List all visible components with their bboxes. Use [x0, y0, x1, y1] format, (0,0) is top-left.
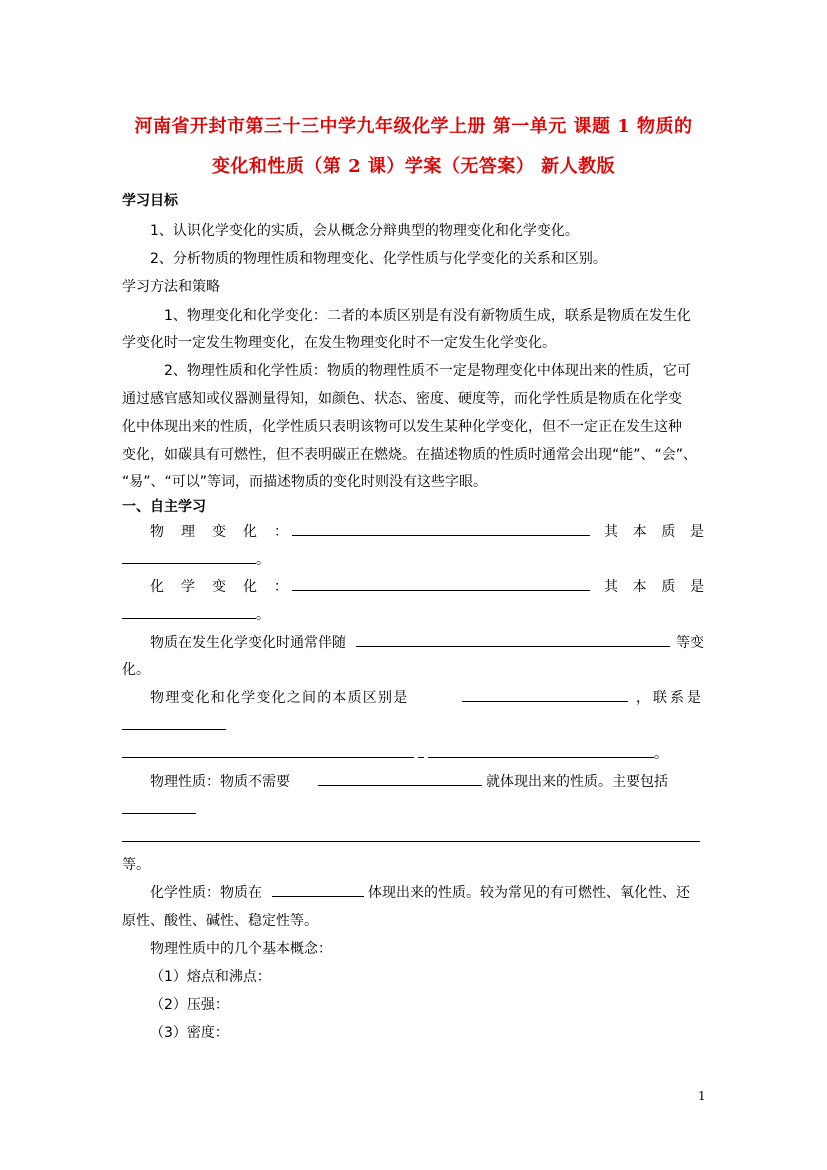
chem-change-essence-blank[interactable]: 。 [122, 606, 270, 624]
chem-change-label: 化 学 变 化 ： [150, 579, 288, 595]
concept-item-density: （3）密度： [150, 1025, 229, 1041]
phys-prop-prompt: 物理性质：物质不需要 [150, 774, 290, 790]
accompany-blank[interactable] [356, 634, 670, 652]
methods-paragraph-1-line-1: 1、物理变化和化学变化：二者的本质区别是有没有新物质生成，联系是物质在发生化 [164, 308, 691, 324]
phys-prop-end: 等。 [122, 857, 150, 873]
accompany-prompt: 物质在发生化学变化时通常伴随 [150, 635, 346, 651]
phys-prop-blank[interactable] [318, 773, 482, 791]
methods-paragraph-2-line-1: 2、物理性质和化学性质：物质的物理性质不一定是物理变化中体现出来的性质，它可 [164, 363, 691, 379]
phys-change-essence-blank[interactable]: 。 [122, 551, 270, 569]
phys-change-label: 物 理 变 化 ： [150, 524, 288, 540]
difference-prompt: 物理变化和化学变化之间的本质区别是 [150, 690, 409, 706]
phys-prop-blank-2[interactable] [122, 801, 196, 819]
concept-item-pressure: （2）压强： [150, 997, 229, 1013]
phys-prop-tail: 就体现出来的性质。主要包括 [486, 774, 668, 790]
objective-item-1: 1、认识化学变化的实质，会从概念分辩典型的物理变化和化学变化。 [150, 223, 579, 239]
methods-paragraph-2-line-4: 变化，如碳具有可燃性，但不表明碳正在燃烧。在描述物质的性质时通常会出现“能”、“会”、 [122, 447, 698, 463]
chem-change-blank[interactable] [292, 578, 590, 596]
methods-paragraph-2-line-5: “易”、“可以”等词，而描述物质的变化时则没有这些字眼。 [122, 474, 488, 490]
objective-item-2: 2、分析物质的物理性质和物理变化、化学性质与化学变化的关系和区别。 [150, 251, 607, 267]
methods-heading: 学习方法和策略 [122, 279, 220, 295]
chem-prop-tail: 体现出来的性质。较为常见的有可燃性、氧化性、还 [368, 885, 690, 901]
chem-prop-prompt: 化学性质：物质在 [150, 885, 262, 901]
chem-prop-blank[interactable] [272, 884, 364, 902]
connection-label: ，联系是 [636, 690, 704, 706]
connection-blank-2[interactable]: 。 [122, 745, 668, 763]
page-number: 1 [698, 1089, 706, 1103]
concept-item-melting-boiling: （1）熔点和沸点： [150, 969, 271, 985]
document-title-line-2: 变化和性质（第 2 课）学案（无答案） 新人教版 [211, 156, 616, 177]
section-1-heading: 一、自主学习 [122, 499, 206, 515]
methods-paragraph-1-line-2: 学变化时一定发生物理变化，在发生物理变化时不一定发生化学变化。 [122, 335, 556, 351]
phys-prop-blank-3[interactable] [122, 829, 700, 847]
chem-prop-line-2: 原性、酸性、碱性、稳定性等。 [122, 913, 318, 929]
methods-paragraph-2-line-2: 通过感官感知或仪器测量得知，如颜色、状态、密度、硬度等，而化学性质是物质在化学变 [122, 391, 682, 407]
difference-blank[interactable] [462, 689, 628, 707]
methods-paragraph-2-line-3: 化中体现出来的性质，化学性质只表明该物可以发生某种化学变化，但不一定正在发生这种 [122, 419, 682, 435]
chem-change-essence-label: 其 本 质 是 [604, 579, 704, 595]
connection-blank-1[interactable] [122, 717, 226, 735]
accompany-tail: 等变 [676, 635, 704, 651]
phys-change-essence-label: 其 本 质 是 [604, 524, 704, 540]
document-title-line-1: 河南省开封市第三十三中学九年级化学上册 第一单元 课题 1 物质的 [134, 116, 693, 137]
objectives-heading: 学习目标 [122, 193, 178, 209]
concepts-heading: 物理性质中的几个基本概念： [150, 941, 332, 957]
phys-change-blank[interactable] [292, 523, 590, 541]
accompany-line-2: 化。 [122, 662, 150, 678]
